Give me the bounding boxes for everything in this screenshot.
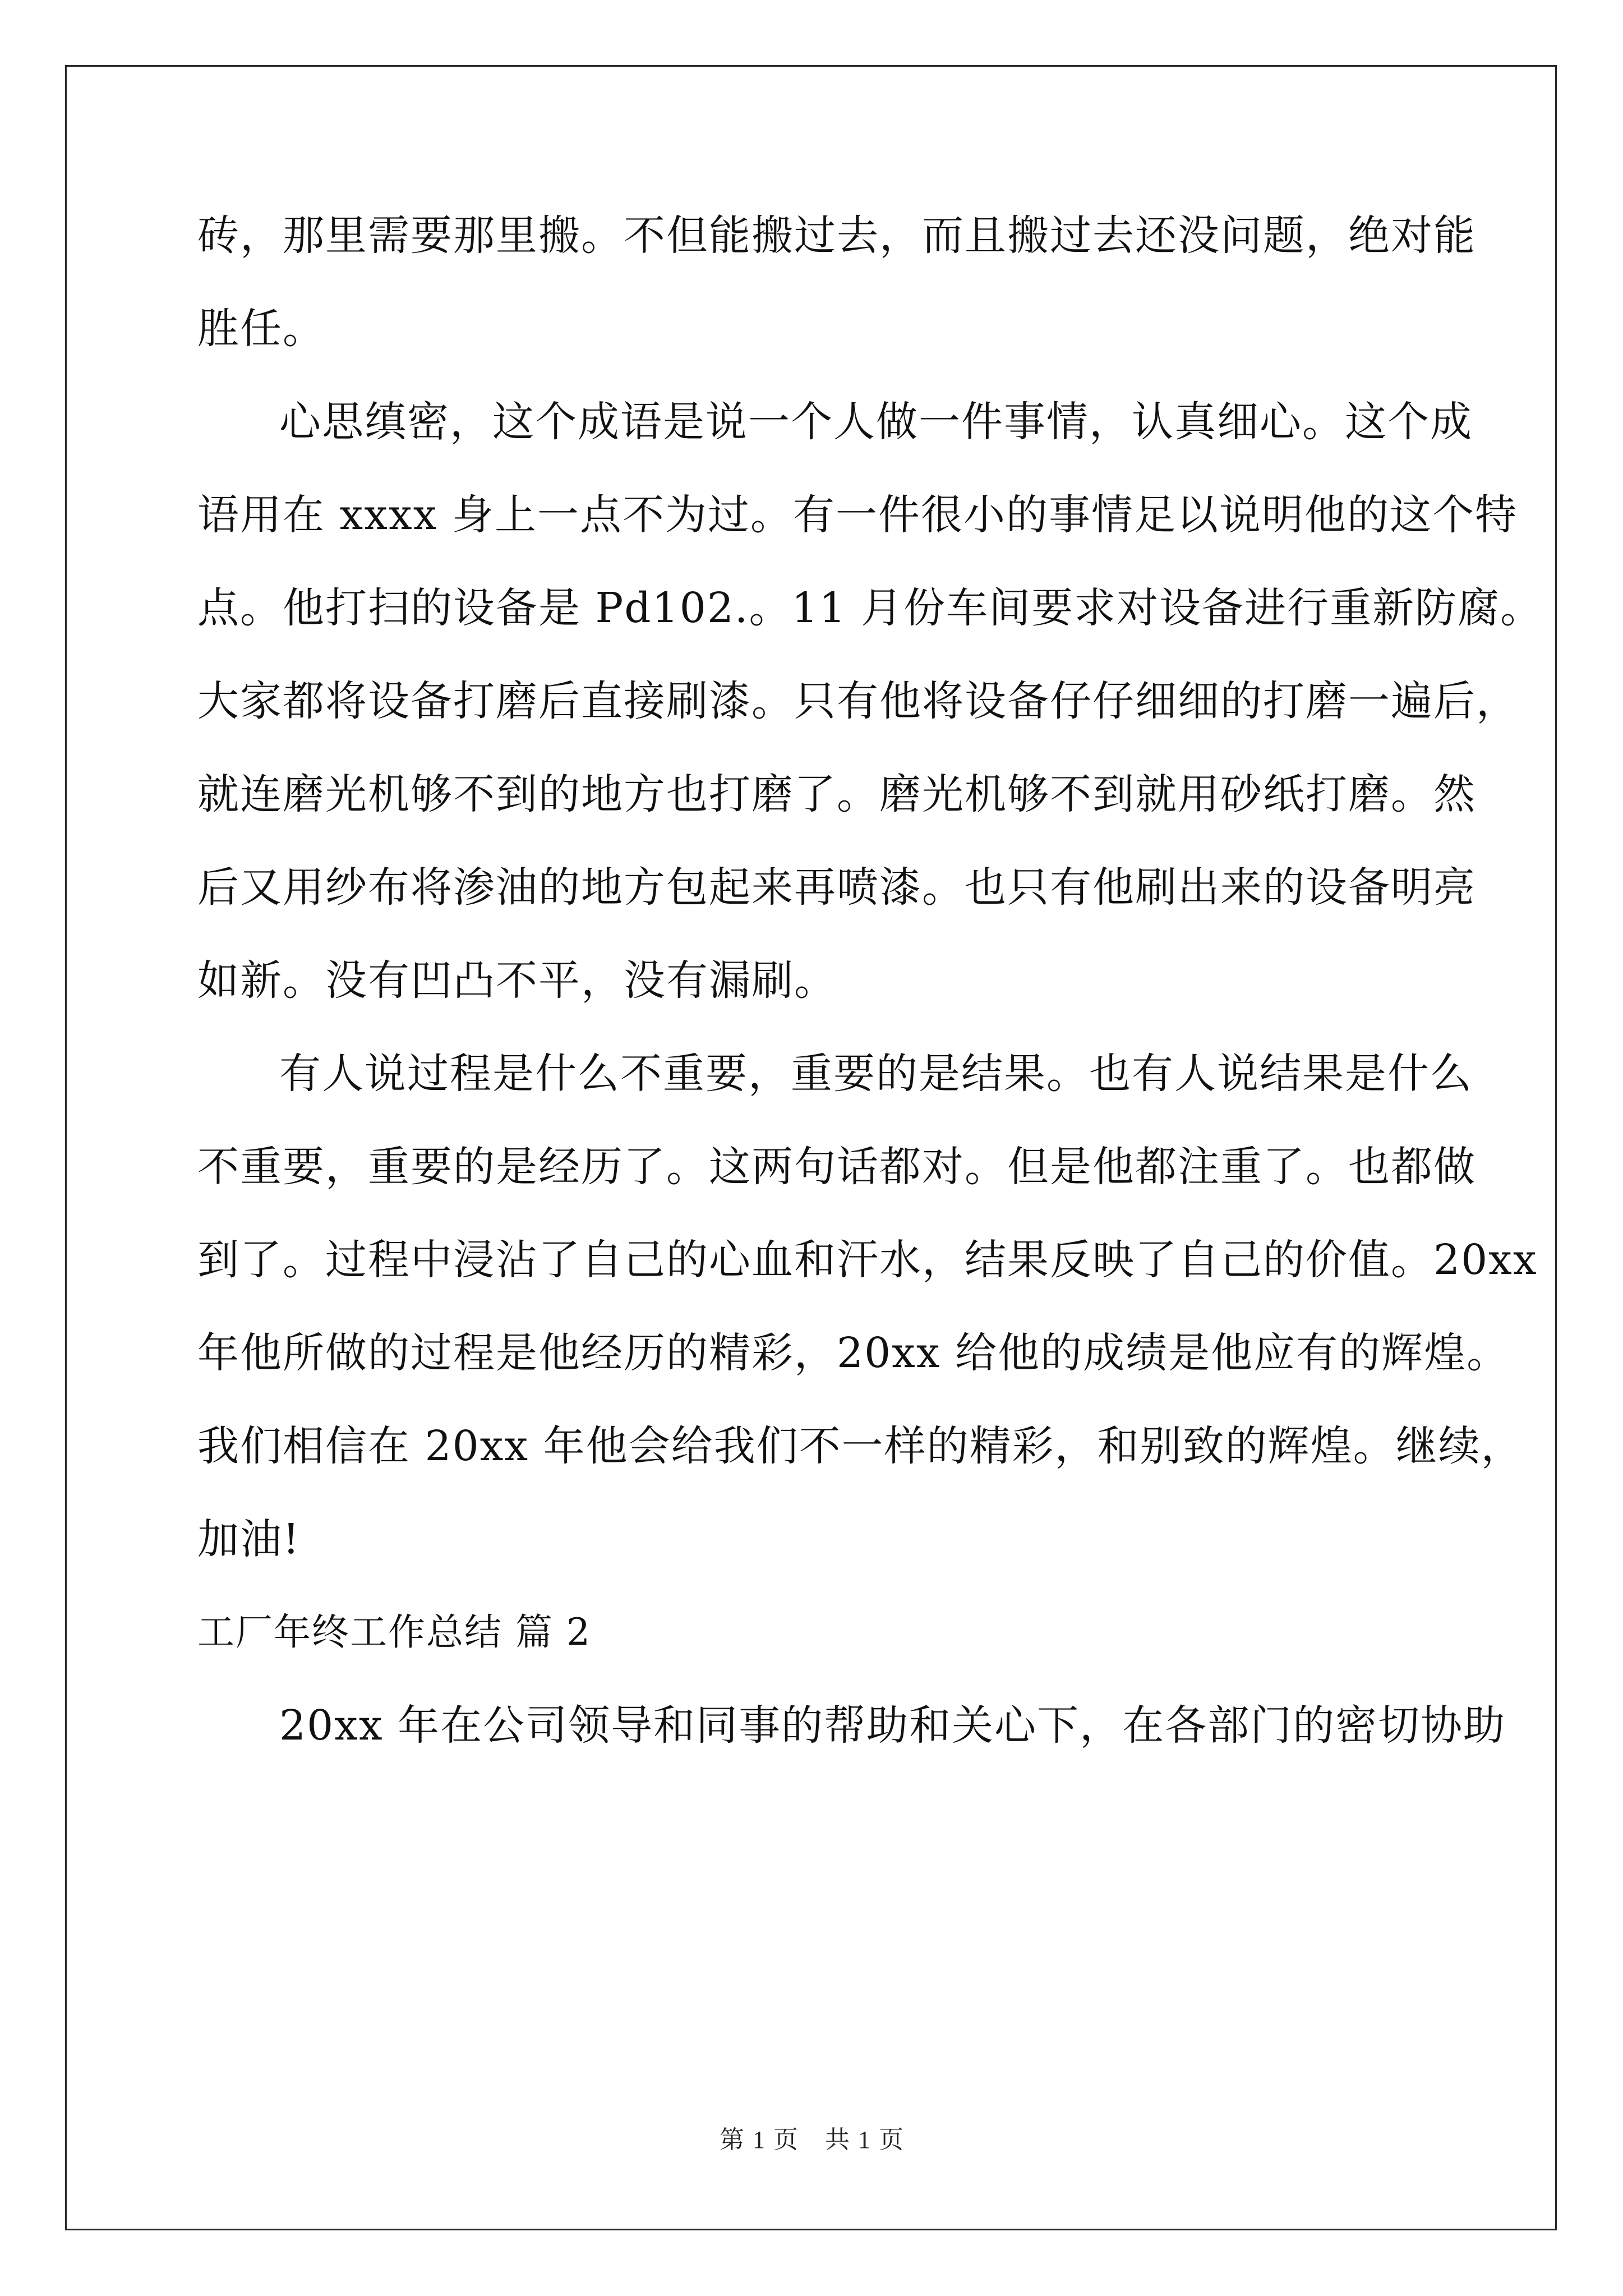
paragraph-start: 有人说过程是什么不重要，重要的是结果。也有人说结果是什么 bbox=[279, 1050, 1473, 1098]
page-number: 第 1 页 bbox=[720, 2126, 798, 2154]
text-line: 点。他打扫的设备是 Pd102.。11 月份车间要求对设备进行重新防腐。 bbox=[197, 584, 1543, 632]
text-line: 大家都将设备打磨后直接刷漆。只有他将设备仔仔细细的打磨一遍后， bbox=[197, 677, 1519, 725]
text-line: 如新。没有凹凸不平，没有漏刷。 bbox=[197, 956, 837, 1005]
paragraph-start: 心思缜密，这个成语是说一个人做一件事情，认真细心。这个成 bbox=[279, 398, 1473, 446]
page-total: 共 1 页 bbox=[825, 2126, 903, 2154]
text-line: 砖，那里需要那里搬。不但能搬过去，而且搬过去还没问题，绝对能 bbox=[197, 211, 1476, 260]
text-line: 我们相信在 20xx 年他会给我们不一样的精彩，和别致的辉煌。继续， bbox=[197, 1422, 1524, 1470]
section-heading: 工厂年终工作总结 篇 2 bbox=[197, 1611, 591, 1654]
text-line: 后又用纱布将渗油的地方包起来再喷漆。也只有他刷出来的设备明亮 bbox=[197, 863, 1476, 912]
text-line: 胜任。 bbox=[197, 305, 325, 353]
page-footer bbox=[0, 2119, 1623, 2155]
text-line: 就连磨光机够不到的地方也打磨了。磨光机够不到就用砂纸打磨。然 bbox=[197, 770, 1476, 818]
text-line: 年他所做的过程是他经历的精彩，20xx 给他的成绩是他应有的辉煌。 bbox=[197, 1329, 1510, 1377]
text-line: 到了。过程中浸沾了自己的心血和汗水，结果反映了自己的价值。20xx bbox=[197, 1236, 1538, 1284]
text-line: 不重要，重要的是经历了。这两句话都对。但是他都注重了。也都做 bbox=[197, 1143, 1476, 1191]
text-line: 语用在 xxxx 身上一点不为过。有一件很小的事情足以说明他的这个特 bbox=[197, 491, 1518, 539]
text-line: 加油! bbox=[197, 1515, 301, 1563]
paragraph-start: 20xx 年在公司领导和同事的帮助和关心下，在各部门的密切协助 bbox=[279, 1701, 1506, 1750]
